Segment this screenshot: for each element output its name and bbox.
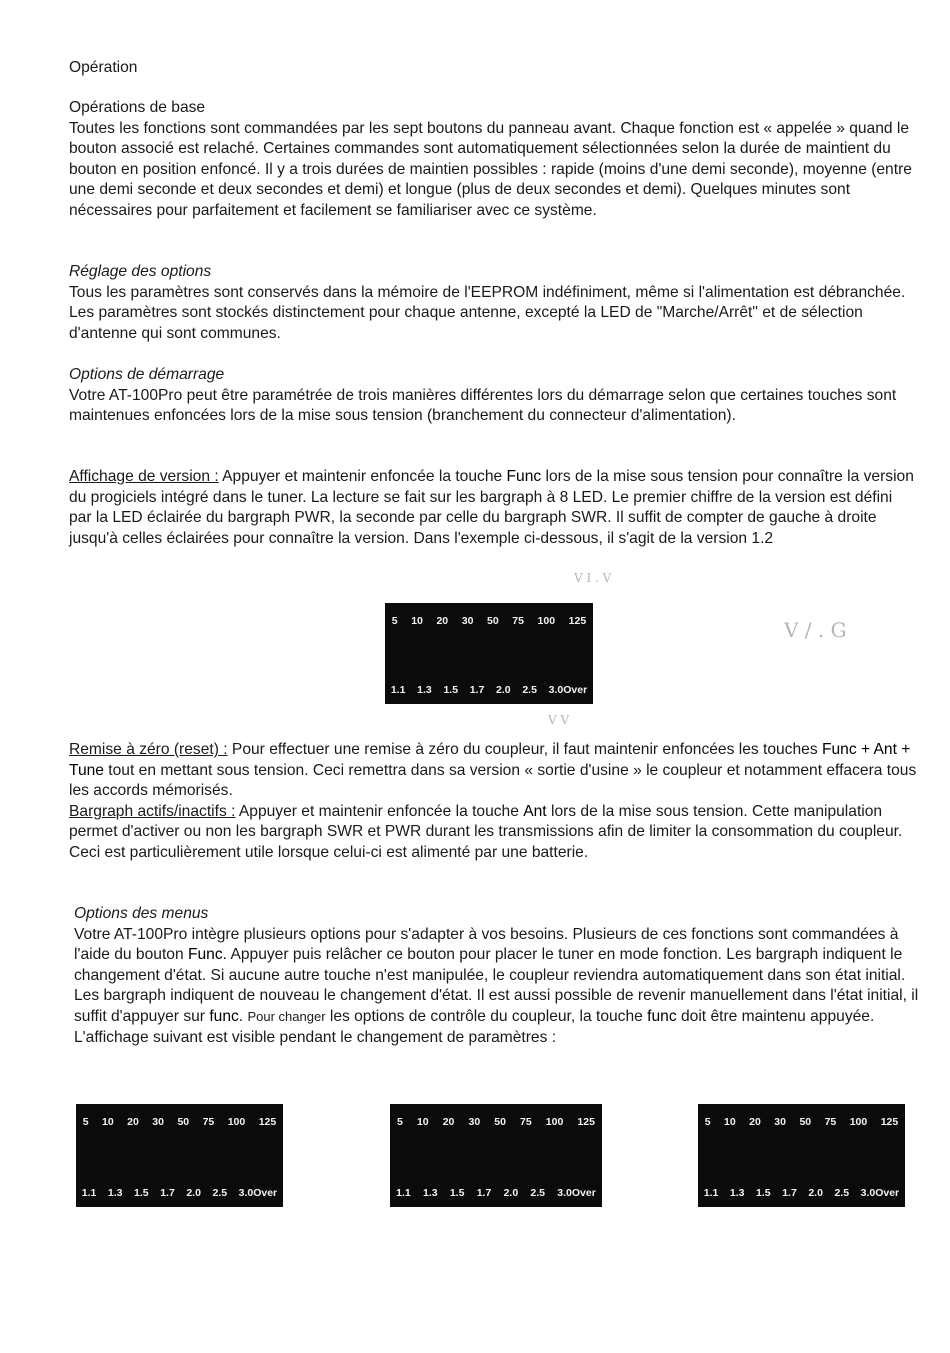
swr-scale [76, 1183, 283, 1204]
menus-key-2: func [209, 1007, 239, 1025]
menus-heading: Options des menus [74, 905, 209, 922]
swr-tick: 1.7 [160, 1187, 175, 1200]
basic-operations-heading: Opérations de base [69, 99, 206, 116]
menus-key-1: Func [187, 946, 223, 964]
pwr-tick: 30 [461, 615, 474, 627]
reset-keys: Func + Ant + Tune [69, 741, 911, 779]
pwr-tick: 100 [537, 615, 556, 627]
basic-operations-text: Toutes les fonctions sont commandées par les sept boutons du panneau avant. Chaque fonction est « appelée » quand le bouton associé est relaché. Certaines commandes sont automatiquement sélectionnées selon la durée de maintient du bouton en position enfoncé. Il y a trois durées de maintien possibles : rapide (moins d'une demi seconde), moyenne (entre une demi seconde et deux secondes et demi) et longue (plus de deux secondes et demi). Quelques minutes sont nécessaires pour parfaitement et facilement se familiariser avec ce système. [69, 119, 912, 219]
settings-text: Tous les paramètres sont conservés dans la mémoire de l'EEPROM indéfiniment, même si l'alimentation est débranchée. Les paramètres sont stockés distinctement pour chaque antenne, excepté la LED de "Marche/Arrêt" et de sélection d'antenne qui sont communes. [69, 283, 906, 342]
reset-label: Remise à zéro (reset) : [69, 741, 228, 758]
swr-tick: 1.3 [729, 1187, 745, 1200]
startup-section [69, 365, 919, 427]
handwritten-note-top: V I . V [574, 571, 612, 585]
version-text-2: lors de la mise sous tension pour connaître la version du progiciels intégré dans le tuner. La lecture se fait sur les bargraph à 8 LED. Le premier chiffre de la version est défini par la LED éclairée du bargraph PWR, la seconde par celle du bargraph SWR. Il suffit de compter de gauche à droite jusqu'à celles éclairées pour connaître la version. Dans l'exemple ci-dessous, il s'agit de la version 1.2 [69, 468, 914, 547]
swr-tick: 2.0 [496, 684, 511, 697]
version-paragraph [69, 467, 919, 549]
swr-tick: 1.5 [756, 1187, 771, 1200]
pwr-tick: 100 [545, 1116, 564, 1128]
pwr-scale [698, 1112, 905, 1133]
menus-text-4: les options de contrôle du coupleur, la touche [325, 1007, 648, 1025]
menus-small-text: Pour changer [247, 1008, 326, 1024]
pwr-tick: 5 [82, 1116, 89, 1128]
reset-text-2: tout en mettant sous tension. Ceci remettra dans sa version « sortie d'usine » le coupleur et notamment effacera tous les accords mémorisés. [69, 761, 917, 800]
pwr-tick: 125 [577, 1116, 595, 1128]
swr-tick: 2.5 [212, 1187, 228, 1200]
settings-section [69, 262, 919, 344]
menus-text-3: . [238, 1007, 248, 1025]
version-label: Affichage de version : [69, 468, 219, 485]
reset-paragraph [69, 740, 919, 802]
swr-tick: 2.0 [186, 1187, 201, 1200]
pwr-tick: 125 [568, 615, 587, 627]
pwr-scale [390, 1112, 602, 1133]
swr-tick: 2.5 [834, 1187, 850, 1200]
pwr-tick: 50 [494, 1116, 506, 1128]
version-key: Func [506, 468, 542, 485]
swr-tick: 1.1 [390, 684, 406, 697]
menus-text [74, 925, 919, 1049]
pwr-tick: 75 [520, 1116, 532, 1128]
version-text-1: Appuyer et maintenir enfoncée la touche [218, 468, 507, 485]
swr-tick: 1.3 [107, 1187, 123, 1200]
pwr-tick: 10 [724, 1116, 736, 1128]
pwr-tick: 125 [258, 1116, 277, 1128]
pwr-tick: 20 [749, 1116, 761, 1128]
swr-tick: 1.7 [476, 1187, 492, 1200]
pwr-tick: 5 [391, 615, 398, 627]
swr-tick: 1.3 [417, 684, 432, 697]
swr-tick: 1.1 [703, 1187, 719, 1200]
bargraph-text-1: Appuyer et maintenir enfoncée la touche [235, 802, 524, 820]
settings-heading: Réglage des options [69, 263, 212, 280]
swr-tick: 2.5 [530, 1187, 546, 1200]
page-title: Opération [69, 59, 138, 76]
pwr-tick: 20 [442, 1116, 455, 1128]
version-section [69, 467, 919, 549]
pwr-scale [76, 1112, 283, 1133]
swr-tick: 1.5 [449, 1187, 465, 1200]
pwr-tick: 50 [799, 1116, 812, 1128]
bargraph-label: Bargraph actifs/inactifs : [69, 802, 236, 820]
swr-tick: 1.1 [396, 1187, 411, 1200]
startup-heading: Options de démarrage [69, 366, 225, 383]
led-panel-menu-1 [76, 1104, 283, 1207]
swr-tick: 3.0Over [238, 1187, 278, 1200]
swr-tick: 2.0 [503, 1187, 519, 1200]
handwritten-note-bottom: V V [548, 713, 570, 727]
swr-scale [390, 1183, 602, 1204]
startup-text: Votre AT-100Pro peut être paramétrée de trois manières différentes lors du démarrage selon que certaines touches sont maintenues enfoncées lors de la mise sous tension (branchement du connecteur d'alimentation). [69, 386, 897, 425]
swr-tick: 3.0Over [557, 1187, 596, 1200]
swr-tick: 1.5 [443, 684, 459, 697]
pwr-tick: 30 [468, 1116, 481, 1128]
reset-text-1: Pour effectuer une remise à zéro du coupleur, il faut maintenir enfoncées les touches [227, 741, 822, 758]
swr-scale [698, 1183, 905, 1204]
pwr-tick: 100 [849, 1116, 868, 1128]
reset-section [69, 740, 919, 864]
pwr-tick: 10 [411, 615, 423, 627]
basic-operations-section [69, 98, 919, 222]
pwr-tick: 5 [704, 1116, 711, 1128]
pwr-tick: 100 [227, 1116, 246, 1128]
menus-text-2: . Appuyer puis relâcher ce bouton pour placer le tuner en mode fonction. Les bargraph indiquent le changement d'état. Si aucune autre touche n'est manipulée, le coupleur reviendra automatiquement dans son état initial. Les bargraph indiquent de nouveau le changement d'état. Il est aussi possible de revenir manuellement dans l'état initial, il suffit d'appuyer sur [74, 946, 919, 1025]
pwr-tick: 75 [202, 1116, 215, 1128]
swr-tick: 2.5 [522, 684, 537, 697]
swr-tick: 1.5 [134, 1187, 149, 1200]
swr-tick: 1.1 [81, 1187, 97, 1200]
swr-tick: 1.7 [782, 1187, 797, 1200]
menus-section [74, 904, 919, 1048]
pwr-scale [385, 611, 593, 632]
pwr-tick: 50 [177, 1116, 190, 1128]
led-panel-menu-2 [390, 1104, 602, 1207]
led-panel-version-example [385, 603, 593, 704]
menus-text-5: doit être maintenu appuyée. L'affichage suivant est visible pendant le changement de paramètres : [74, 1007, 875, 1046]
pwr-tick: 10 [102, 1116, 114, 1128]
swr-tick: 3.0Over [548, 684, 588, 697]
pwr-tick: 75 [512, 615, 524, 627]
pwr-tick: 20 [436, 615, 449, 627]
pwr-tick: 20 [127, 1116, 139, 1128]
led-panel-menu-3 [698, 1104, 905, 1207]
pwr-tick: 30 [774, 1116, 786, 1128]
pwr-tick: 10 [416, 1116, 429, 1128]
bargraph-key: Ant [523, 802, 547, 820]
bargraph-text-2: lors de la mise sous tension. Cette manipulation permet d'activer ou non les bargraph SWR et PWR durant les transmissions afin de limiter la consommation du coupleur. Ceci est particulièrement utile lorsque celui-ci est alimenté par une batterie. [69, 802, 903, 861]
pwr-tick: 30 [152, 1116, 164, 1128]
swr-tick: 1.3 [422, 1187, 438, 1200]
swr-tick: 3.0Over [860, 1187, 900, 1200]
pwr-tick: 5 [397, 1116, 403, 1128]
menus-key-3: func [647, 1007, 677, 1025]
swr-tick: 1.7 [469, 684, 485, 697]
swr-scale [385, 680, 593, 701]
bargraph-paragraph [69, 802, 919, 864]
pwr-tick: 125 [880, 1116, 899, 1128]
pwr-tick: 75 [824, 1116, 837, 1128]
swr-tick: 2.0 [808, 1187, 823, 1200]
handwritten-note-right: V / . G [784, 618, 847, 642]
menus-text-1: Votre AT-100Pro intègre plusieurs options pour s'adapter à vos besoins. Plusieurs de ces fonctions sont commandées à l'aide du bouton [74, 925, 899, 964]
pwr-tick: 50 [487, 615, 499, 627]
